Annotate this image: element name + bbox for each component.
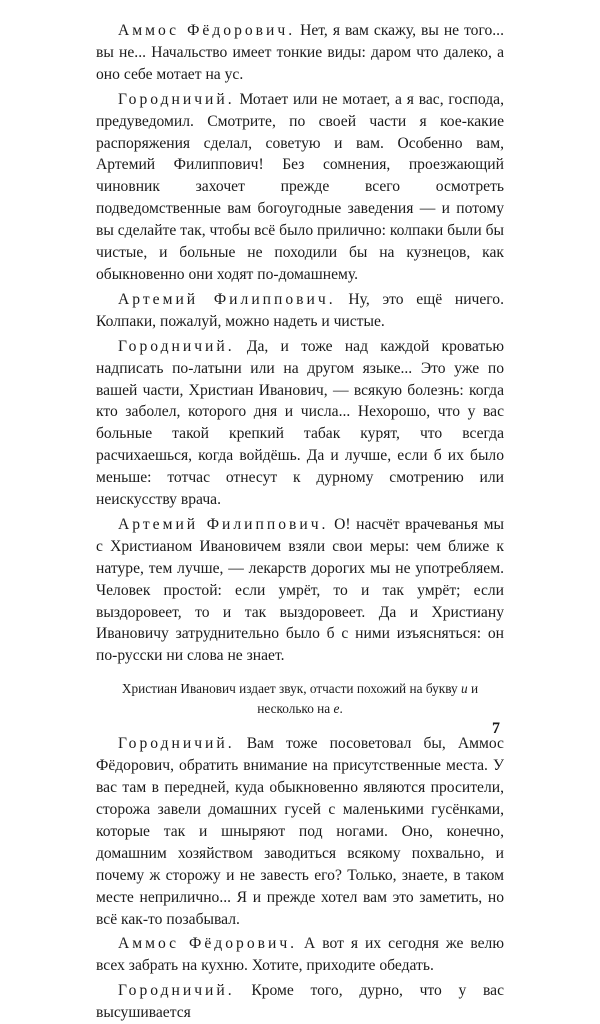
dialogue-text: Кроме того, дурно, что у вас высушивается (96, 982, 505, 1022)
dialogue-text: Вам тоже посоветовал бы, Аммос Фёдорович, обратить внимание на присутственные места. У вас там в передней, куда обыкновенно являются просители, сторожа завели домашних гусей с маленькими гусёнками, которые так и шныряют под ногами. Оно, конечно, домашним хозяйством заводиться всякому похвально, и почему ж сторожу и не завесть его? Только, знаете, в таком месте неприлично... Я и прежде хотел вам это заметить, но всё как-то позабывал. (96, 735, 504, 928)
dialogue-text: Ну, это ещё ничего. Колпаки, пожалуй, можно надеть и чистые. (96, 290, 505, 330)
stage-letter: е (333, 701, 340, 717)
dialogue-text: А вот я их сегодня же велю всех забрать на кухню. Хотите, приходите обедать. (96, 935, 504, 975)
dialogue-paragraph (96, 980, 504, 1024)
speaker-name: Аммос Фёдорович. (118, 935, 298, 953)
dialogue-paragraph (96, 20, 504, 86)
stage-text: Христиан Иванович издает звук, отчасти похожий на букву (121, 681, 462, 697)
speaker-name: Артемий Филиппович. (118, 515, 329, 533)
dialogue-paragraph (96, 514, 504, 667)
stage-direction (104, 679, 496, 719)
dialogue-paragraph (96, 89, 504, 286)
speaker-name: Городничий. (118, 90, 235, 108)
page-number: 7 (492, 720, 500, 737)
dialogue-text: Нет, я вам скажу, вы не того... вы не... Начальство имеет тонкие виды: даром что далеко, а оно себе мотает на ус. (96, 22, 504, 83)
speaker-name: Артемий Филиппович. (118, 290, 336, 308)
speaker-name: Городничий. (118, 735, 235, 753)
speaker-name: Городничий. (118, 337, 235, 355)
stage-text: и несколько на (257, 681, 479, 717)
speaker-name: Городничий. (118, 982, 235, 1000)
dialogue-paragraph (96, 733, 504, 930)
dialogue-paragraph (96, 289, 504, 333)
dialogue-paragraph (96, 336, 504, 511)
dialogue-paragraph (96, 933, 504, 977)
stage-letter: и (461, 681, 468, 697)
speaker-name: Аммос Фёдорович. (118, 22, 296, 39)
dialogue-text: Мотает или не мотает, а я вас, господа, предуведомил. Смотрите, по своей части я кое-какие распоряжения сделал, советую и вам. Особенно вам, Артемий Филиппович! Без сомнения, проезжающий чиновник захочет прежде всего осмотреть подведомственные вам богоугодные заведения — и потому вы сделайте так, чтобы всё было прилично: колпаки были бы чистые, и больные не походили бы на кузнецов, как обыкновенно они ходят по-домашнему. (96, 90, 504, 283)
dialogue-text: О! насчёт врачеванья мы с Христианом Ивановичем взяли свои меры: чем ближе к натуре, тем лучше, — лекарств дорогих мы не употребляем. Человек простой: если умрёт, то и так умрёт; если выздоровеет, то и так выздоровеет. Да и Христиану Ивановичу затруднительно было б с ними изъясняться: он по-русски ни слова не знает. (96, 515, 504, 665)
dialogue-text: Да, и тоже над каждой кроватью надписать по-латыни или на другом языке... Это уже по вашей части, Христиан Иванович, — всякую болезнь: когда кто заболел, которого дня и числа... Нехорошо, что у вас больные такой крепкий табак курят, что всегда расчихаешься, когда войдёшь. Да и лучше, если б их было меньше: тотчас отнесут к дурному смотрению или неискусству врача. (96, 337, 504, 509)
stage-text: . (339, 701, 343, 717)
